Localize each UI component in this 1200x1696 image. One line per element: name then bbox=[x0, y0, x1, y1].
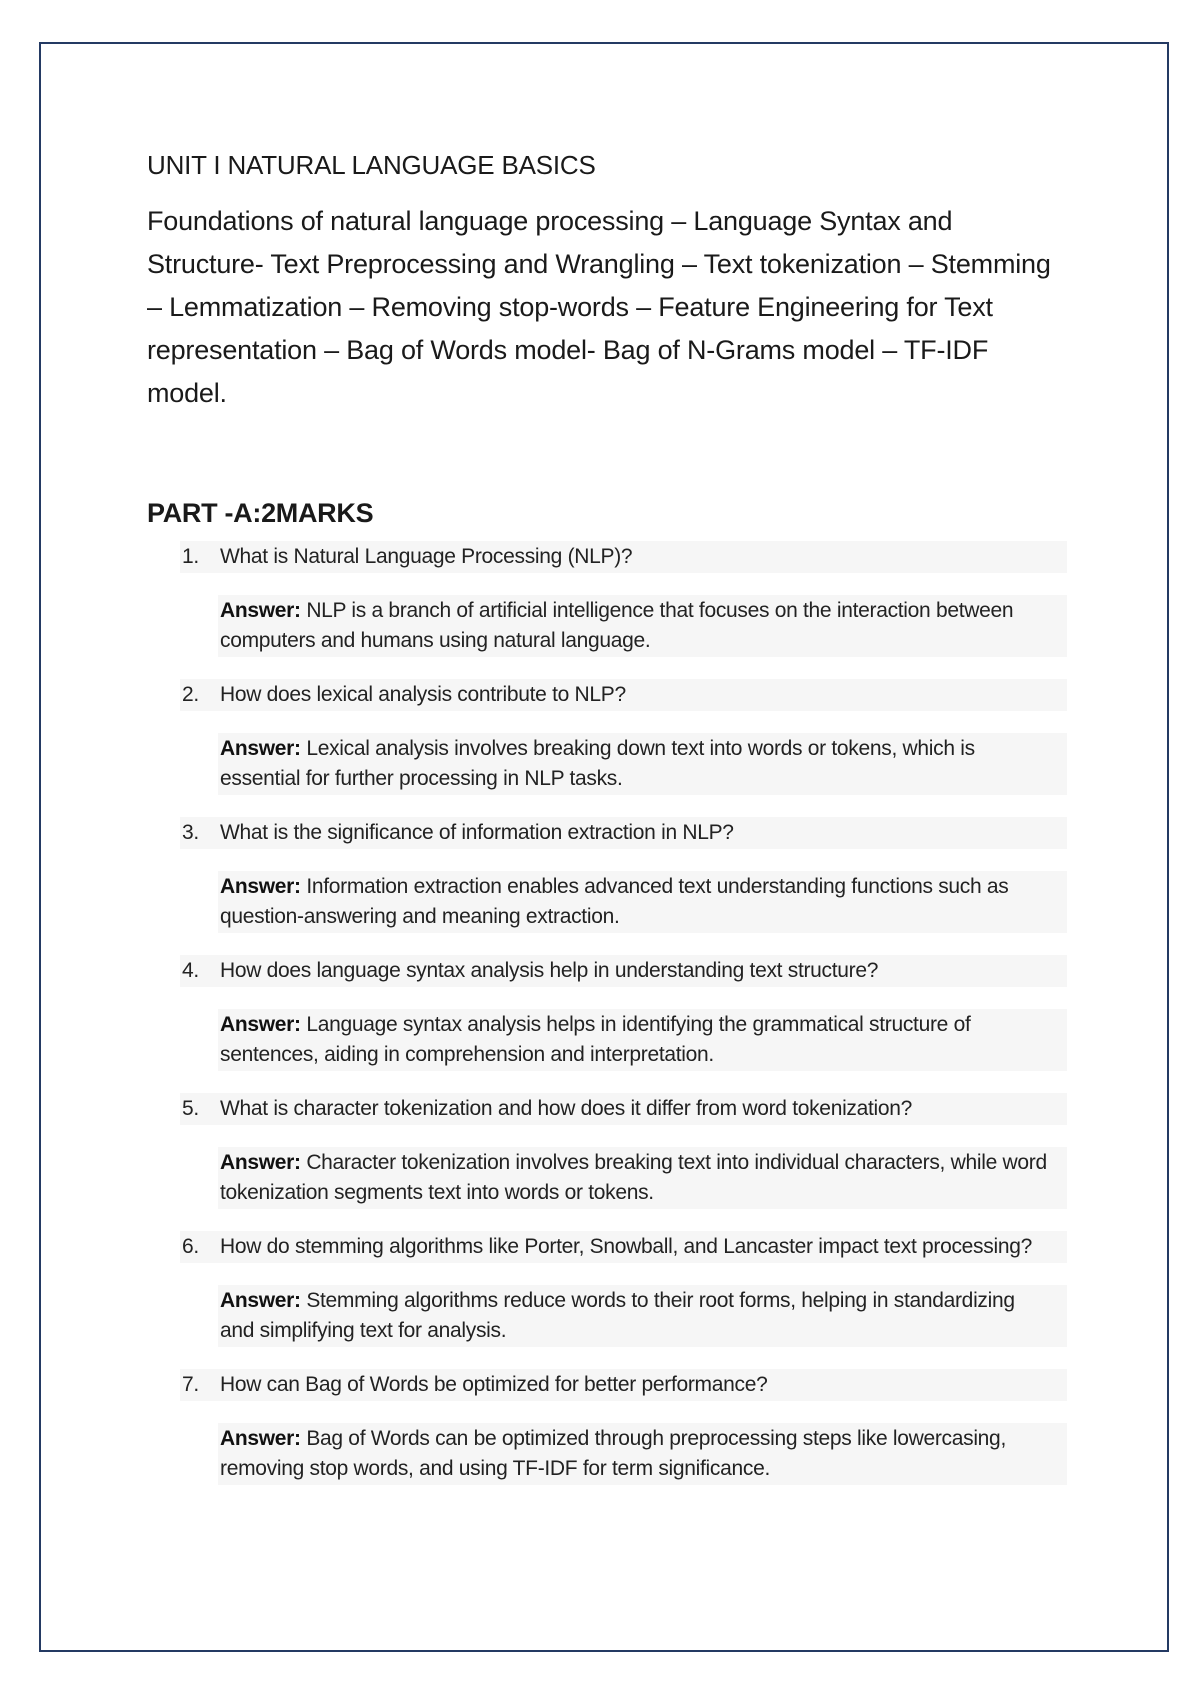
answer-label: Answer: bbox=[220, 1013, 301, 1036]
qa-item bbox=[180, 955, 1067, 1071]
question bbox=[180, 1231, 1067, 1263]
answer-text: Character tokenization involves breaking text into individual characters, while word tokenization segments text into words or tokens. bbox=[220, 1151, 1047, 1204]
question bbox=[180, 817, 1067, 849]
answer bbox=[218, 595, 1067, 657]
part-heading: PART -A:2MARKS bbox=[147, 498, 374, 528]
question-number: 2. bbox=[182, 683, 199, 706]
qa-list bbox=[180, 541, 1067, 1485]
question-text: How does lexical analysis contribute to NLP? bbox=[220, 683, 626, 706]
question-text: How do stemming algorithms like Porter, Snowball, and Lancaster impact text processing? bbox=[220, 1235, 1032, 1258]
answer-label: Answer: bbox=[220, 737, 301, 760]
question bbox=[180, 955, 1067, 987]
answer-label: Answer: bbox=[220, 599, 301, 622]
answer bbox=[218, 871, 1067, 933]
qa-item bbox=[180, 1093, 1067, 1209]
unit-title: UNIT I NATURAL LANGUAGE BASICS bbox=[147, 150, 596, 180]
answer-text: Information extraction enables advanced text understanding functions such as question-answering and meaning extraction. bbox=[220, 875, 1009, 928]
question-number: 1. bbox=[182, 545, 199, 568]
answer-text: Lexical analysis involves breaking down text into words or tokens, which is essential for further processing in NLP tasks. bbox=[220, 737, 975, 790]
question-number: 3. bbox=[182, 821, 199, 844]
question-text: How does language syntax analysis help in understanding text structure? bbox=[220, 959, 879, 982]
answer bbox=[218, 1285, 1067, 1347]
qa-item bbox=[180, 541, 1067, 657]
question-text: What is character tokenization and how does it differ from word tokenization? bbox=[220, 1097, 913, 1120]
qa-item bbox=[180, 679, 1067, 795]
syllabus-text: Foundations of natural language processing – Language Syntax and Structure- Text Preprocessing and Wrangling – Text tokenization – Stemming – Lemmatization – Removing stop-words – Feature Engineering for Text representation – Bag of Words model- Bag of N-Grams model – TF-IDF model. bbox=[147, 206, 1051, 408]
answer-label: Answer: bbox=[220, 1427, 301, 1450]
answer-label: Answer: bbox=[220, 875, 301, 898]
answer-text: Stemming algorithms reduce words to their root forms, helping in standardizing and simplifying text for analysis. bbox=[220, 1289, 1015, 1342]
answer-text: NLP is a branch of artificial intelligence that focuses on the interaction between computers and humans using natural language. bbox=[220, 599, 1014, 652]
question bbox=[180, 1369, 1067, 1401]
question-number: 7. bbox=[182, 1373, 199, 1396]
question bbox=[180, 679, 1067, 711]
question-text: What is the significance of information extraction in NLP? bbox=[220, 821, 734, 844]
document-content bbox=[147, 148, 1067, 1507]
qa-item bbox=[180, 1369, 1067, 1485]
answer bbox=[218, 1009, 1067, 1071]
answer-text: Language syntax analysis helps in identifying the grammatical structure of sentences, aiding in comprehension and interpretation. bbox=[220, 1013, 971, 1066]
question-number: 5. bbox=[182, 1097, 199, 1120]
answer-label: Answer: bbox=[220, 1151, 301, 1174]
answer-label: Answer: bbox=[220, 1289, 301, 1312]
question bbox=[180, 1093, 1067, 1125]
question-text: How can Bag of Words be optimized for better performance? bbox=[220, 1373, 768, 1396]
question-text: What is Natural Language Processing (NLP)? bbox=[220, 545, 633, 568]
answer bbox=[218, 1423, 1067, 1485]
qa-item bbox=[180, 1231, 1067, 1347]
qa-item bbox=[180, 817, 1067, 933]
question bbox=[180, 541, 1067, 573]
answer-text: Bag of Words can be optimized through preprocessing steps like lowercasing, removing stop words, and using TF-IDF for term significance. bbox=[220, 1427, 1006, 1480]
answer bbox=[218, 1147, 1067, 1209]
answer bbox=[218, 733, 1067, 795]
question-number: 6. bbox=[182, 1235, 199, 1258]
question-number: 4. bbox=[182, 959, 199, 982]
